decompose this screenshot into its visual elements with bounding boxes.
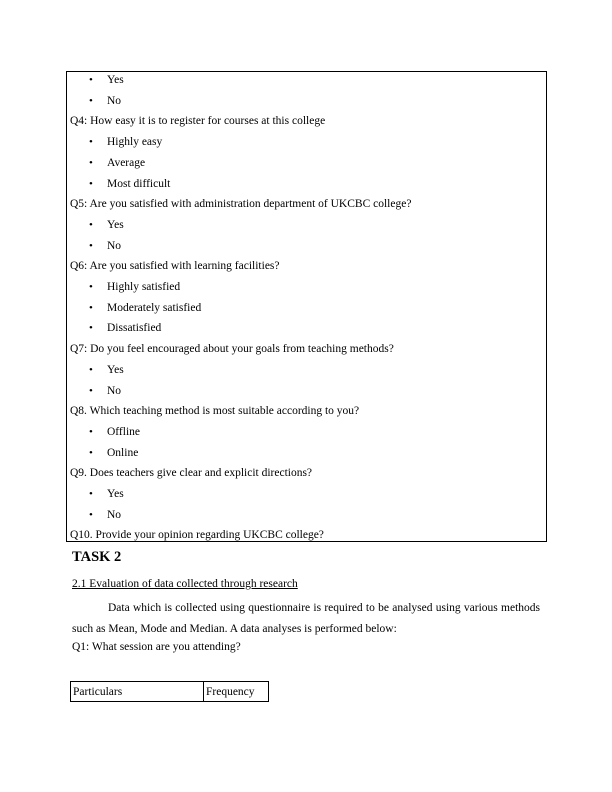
list-item <box>89 508 122 522</box>
frequency-table <box>70 681 269 702</box>
bullet-icon: • <box>89 156 93 169</box>
list-item <box>89 135 163 149</box>
bullet-icon: • <box>89 218 93 231</box>
bullet-icon: • <box>89 384 93 397</box>
list-item <box>89 384 122 398</box>
header-frequency: Frequency <box>204 682 269 702</box>
bullet-icon: • <box>89 301 93 314</box>
bullet-icon: • <box>89 508 93 521</box>
question-text: Q7: Do you feel encouraged about your goals from teaching methods? <box>70 343 394 356</box>
question-text: Q9. Does teachers give clear and explicit directions? <box>70 467 313 480</box>
table-header-row <box>71 682 269 702</box>
option-label: Yes <box>107 363 124 376</box>
section-subheading: 2.1 Evaluation of data collected through research <box>72 578 298 590</box>
bullet-icon: • <box>89 425 93 438</box>
list-item <box>89 487 124 501</box>
bullet-icon: • <box>89 177 93 190</box>
bullet-icon: • <box>89 322 93 335</box>
question-text: Q5: Are you satisfied with administration department of UKCBC college? <box>70 198 412 211</box>
question-text: Q10. Provide your opinion regarding UKCBC college? <box>70 529 324 542</box>
task-title: TASK 2 <box>72 549 122 565</box>
list-item <box>89 425 141 439</box>
list-item <box>89 218 124 232</box>
list-item <box>89 177 171 191</box>
option-label: Yes <box>107 488 124 500</box>
option-label: No <box>107 508 122 521</box>
option-label: Online <box>107 446 139 459</box>
bullet-icon: • <box>89 363 93 376</box>
bullet-icon: • <box>89 446 93 459</box>
bullet-icon: • <box>89 136 93 149</box>
option-label: Yes <box>107 218 124 231</box>
option-label: Most difficult <box>107 177 171 190</box>
bullet-icon: • <box>89 94 93 107</box>
option-label: Highly satisfied <box>107 281 181 293</box>
questionnaire-box <box>66 71 547 542</box>
bullet-icon: • <box>89 488 93 500</box>
option-label: Yes <box>107 74 124 86</box>
option-label: No <box>107 94 122 107</box>
question-q1: Q1: What session are you attending? <box>72 641 241 653</box>
list-item <box>89 446 139 460</box>
option-label: No <box>107 239 122 252</box>
option-label: Moderately satisfied <box>107 301 202 314</box>
list-item <box>89 73 124 87</box>
list-item <box>89 280 181 294</box>
bullet-icon: • <box>89 239 93 252</box>
option-label: No <box>107 384 122 397</box>
question-text: Q4: How easy it is to register for courses at this college <box>70 115 326 128</box>
list-item <box>89 301 202 315</box>
question-text: Q6: Are you satisfied with learning facilities? <box>70 260 280 273</box>
option-label: Highly easy <box>107 136 163 149</box>
header-particulars: Particulars <box>71 682 204 702</box>
list-item <box>89 156 146 170</box>
list-item <box>89 321 162 335</box>
list-item <box>89 239 122 253</box>
body-paragraph: Data which is collected using questionnaire is required to be analysed using various methods such as Mean, Mode and Median. A data analyses is performed below: <box>72 602 540 635</box>
list-item <box>89 363 124 377</box>
bullet-icon: • <box>89 74 93 86</box>
option-label: Offline <box>107 425 141 438</box>
option-label: Dissatisfied <box>107 322 162 335</box>
question-text: Q8. Which teaching method is most suitable according to you? <box>70 405 360 418</box>
option-label: Average <box>107 156 146 169</box>
list-item <box>89 94 122 108</box>
bullet-icon: • <box>89 281 93 293</box>
